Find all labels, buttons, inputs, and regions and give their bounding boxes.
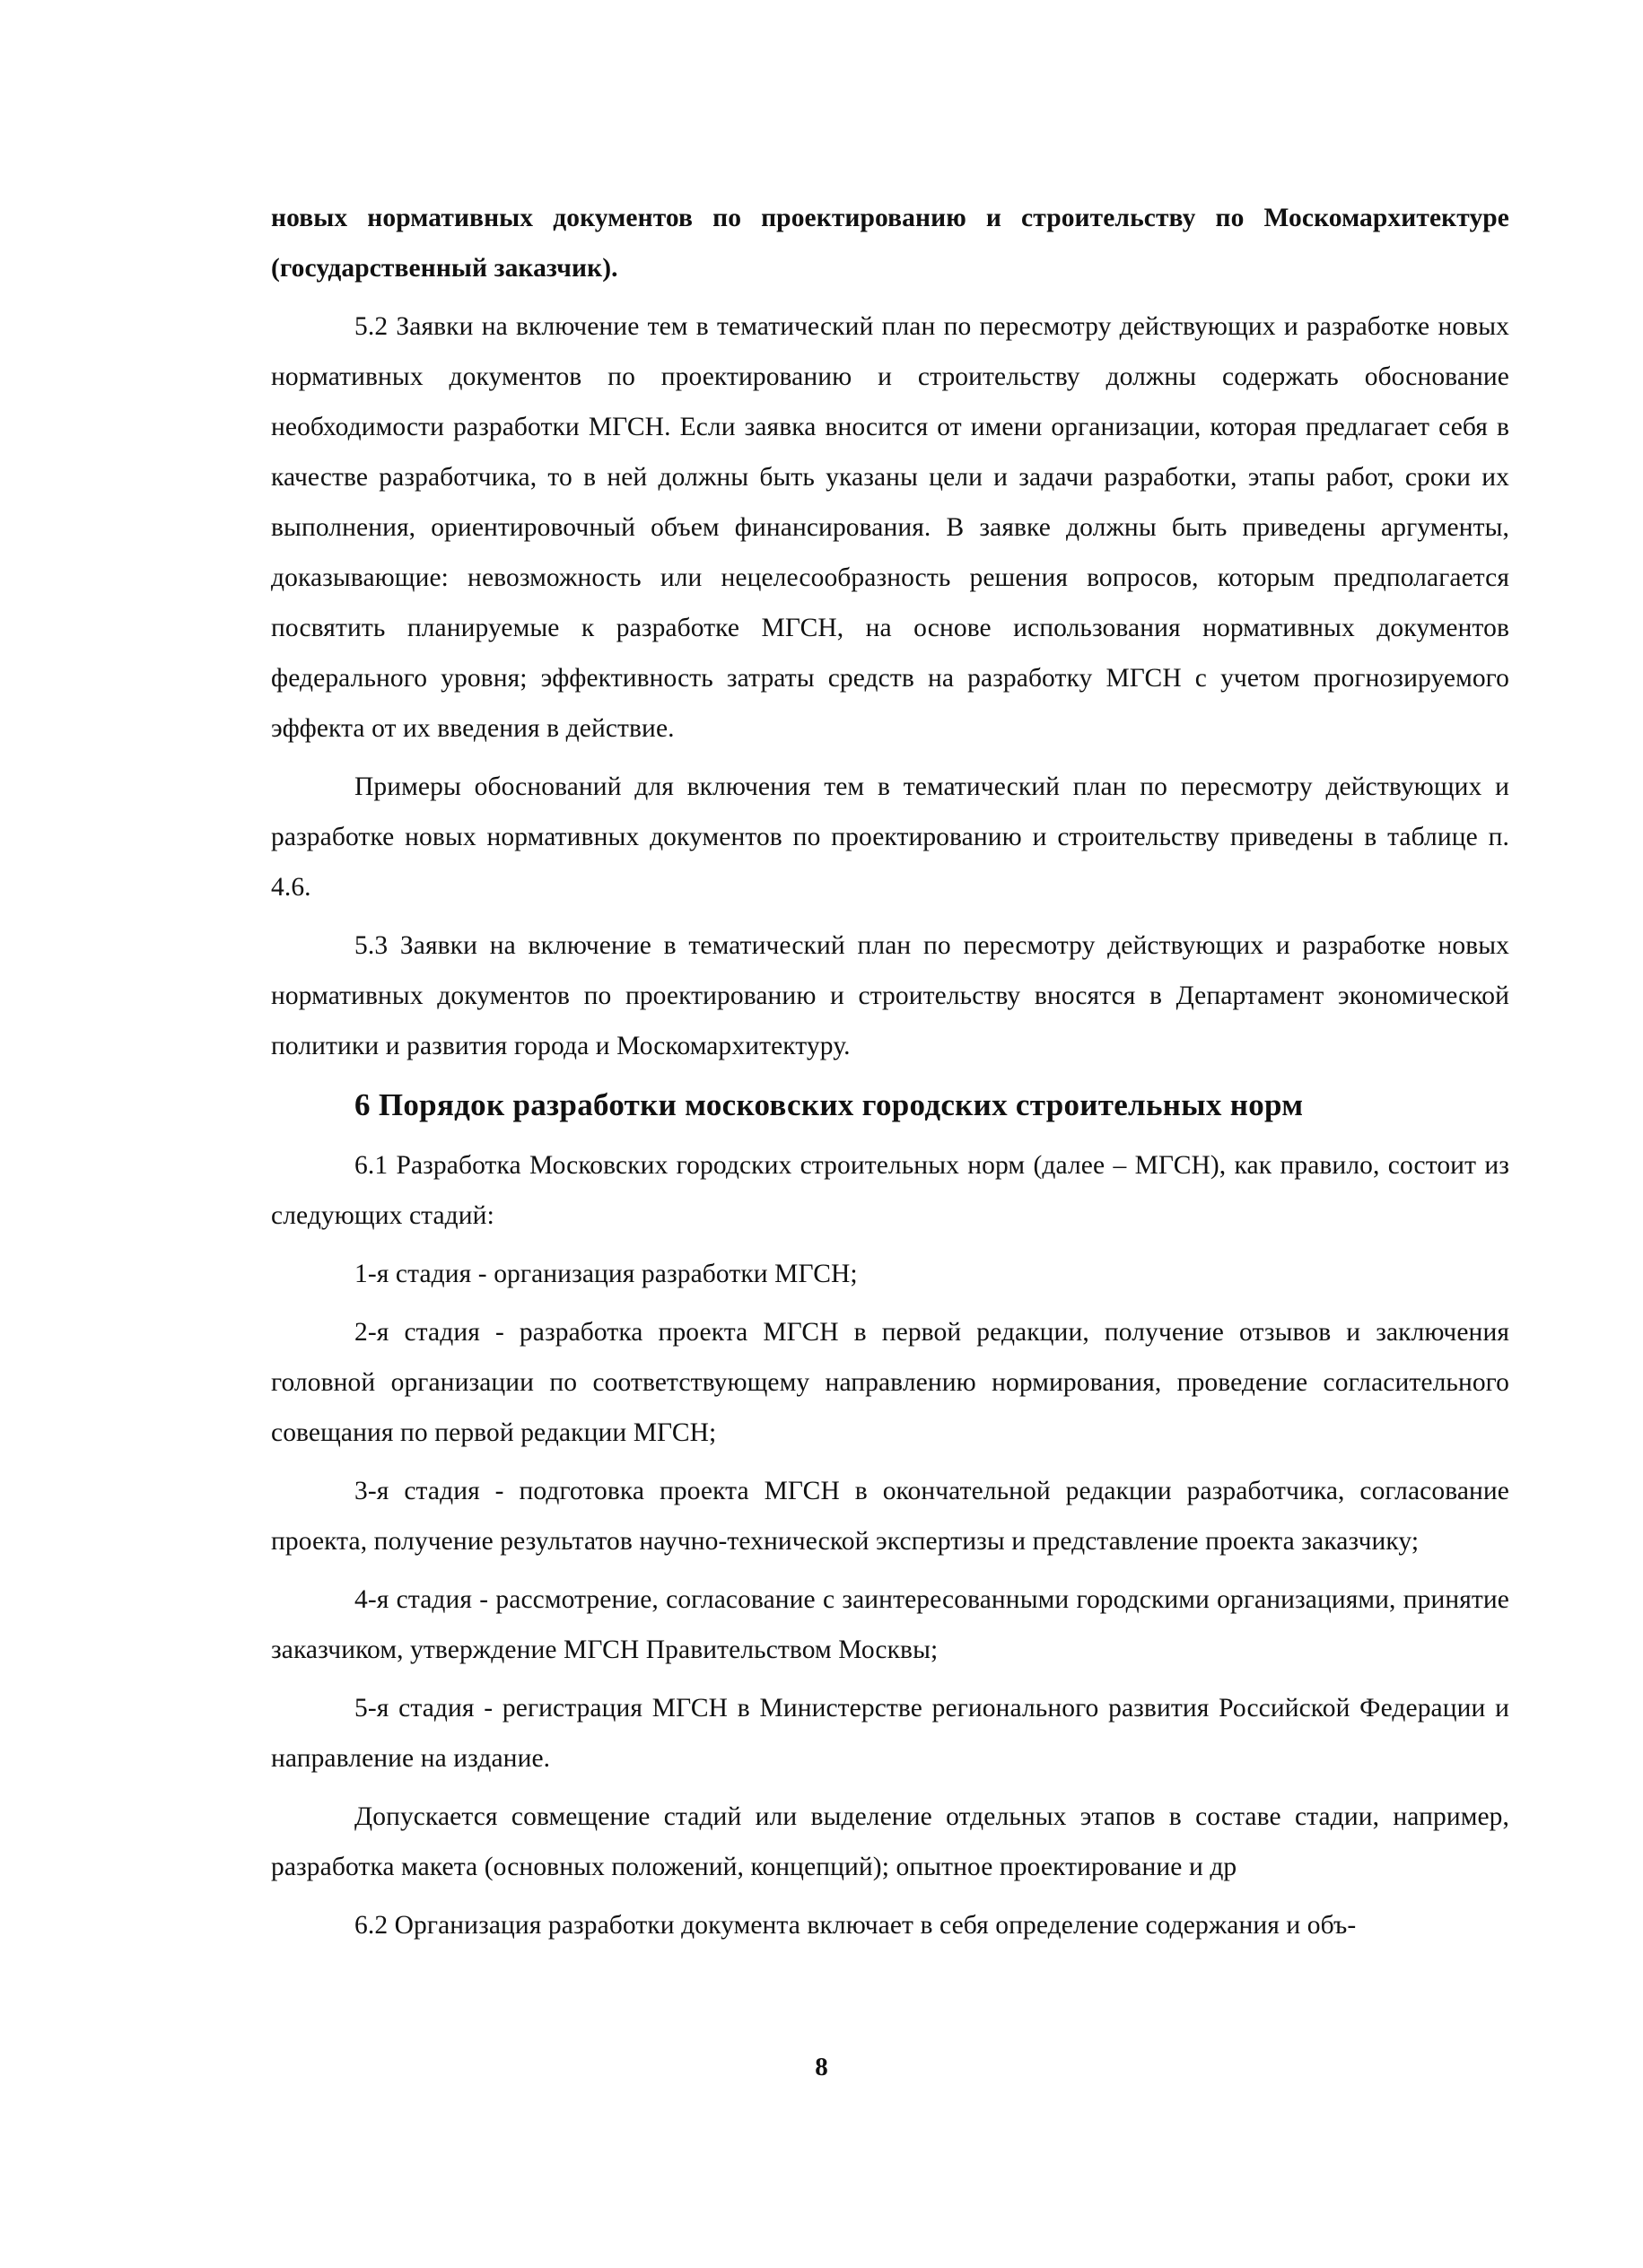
paragraph-5-3: 5.3 Заявки на включение в тематический план по пересмотру действующих и разработке новых нормативных документов по проектированию и строительству вносятся в Департамент экономической политики и развития города и Москомархитектуру. [271,931,1509,1060]
paragraph-6-2: 6.2 Организация разработки документа включает в себя определение содержания и объ- [354,1911,1357,1940]
page-content [271,193,1509,1958]
stage-2-item: 2-я стадия - разработка проекта МГСН в первой редакции, получение отзывов и заключения головной организации по соответствующему направлению нормирования, проведение согласительного совещания по первой редакции МГСН; [271,1318,1509,1447]
paragraph-combining-stages: Допускается совмещение стадий или выделение отдельных этапов в составе стадии, например, разработка макета (основных положений, концепций); опытное проектирование и др [271,1802,1509,1881]
stage-4-item: 4-я стадия - рассмотрение, согласование с заинтересованными городскими организациями, принятие заказчиком, утверждение МГСН Правительством Москвы; [271,1585,1509,1664]
stage-5-item: 5-я стадия - регистрация МГСН в Министерстве регионального развития Российской Федерации и направление на издание. [271,1694,1509,1773]
stage-1-item: 1-я стадия - организация разработки МГСН; [354,1260,858,1288]
paragraph-5-2: 5.2 Заявки на включение тем в тематический план по пересмотру действующих и разработке новых нормативных документов по проектированию и строительству должны содержать обоснование необходимости разработки МГСН. Если заявка вносится от имени организации, которая предлагает себя в качестве разработчика, то в ней должны быть указаны цели и задачи разработки, этапы работ, сроки их выполнения, ориентировочный объем финансирования. В заявке должны быть приведены аргументы, доказывающие: невозможность или нецелесообразность решения вопросов, которым предполагается посвятить планируемые к разработке МГСН, на основе использования нормативных документов федерального уровня; эффективность затраты средств на разработку МГСН с учетом прогнозируемого эффекта от их введения в действие. [271,312,1509,743]
section-heading: 6 Порядок разработки московских городских строительных норм [354,1087,1304,1122]
page-number: 8 [815,2053,828,2081]
paragraph-examples: Примеры обоснований для включения тем в тематический план по пересмотру действующих и разработке новых нормативных документов по проектированию и строительству приведены в таблице п. 4.6. [271,772,1509,902]
paragraph-continuation: новых нормативных документов по проектированию и строительству по Москомархитектуре (государственный заказчик). [271,204,1509,283]
stage-3-item: 3-я стадия - подготовка проекта МГСН в окончательной редакции разработчика, согласование проекта, получение результатов научно-технической экспертизы и представление проекта заказчику; [271,1477,1509,1556]
paragraph-6-1: 6.1 Разработка Московских городских строительных норм (далее – МГСН), как правило, состоит из следующих стадий: [271,1151,1509,1230]
